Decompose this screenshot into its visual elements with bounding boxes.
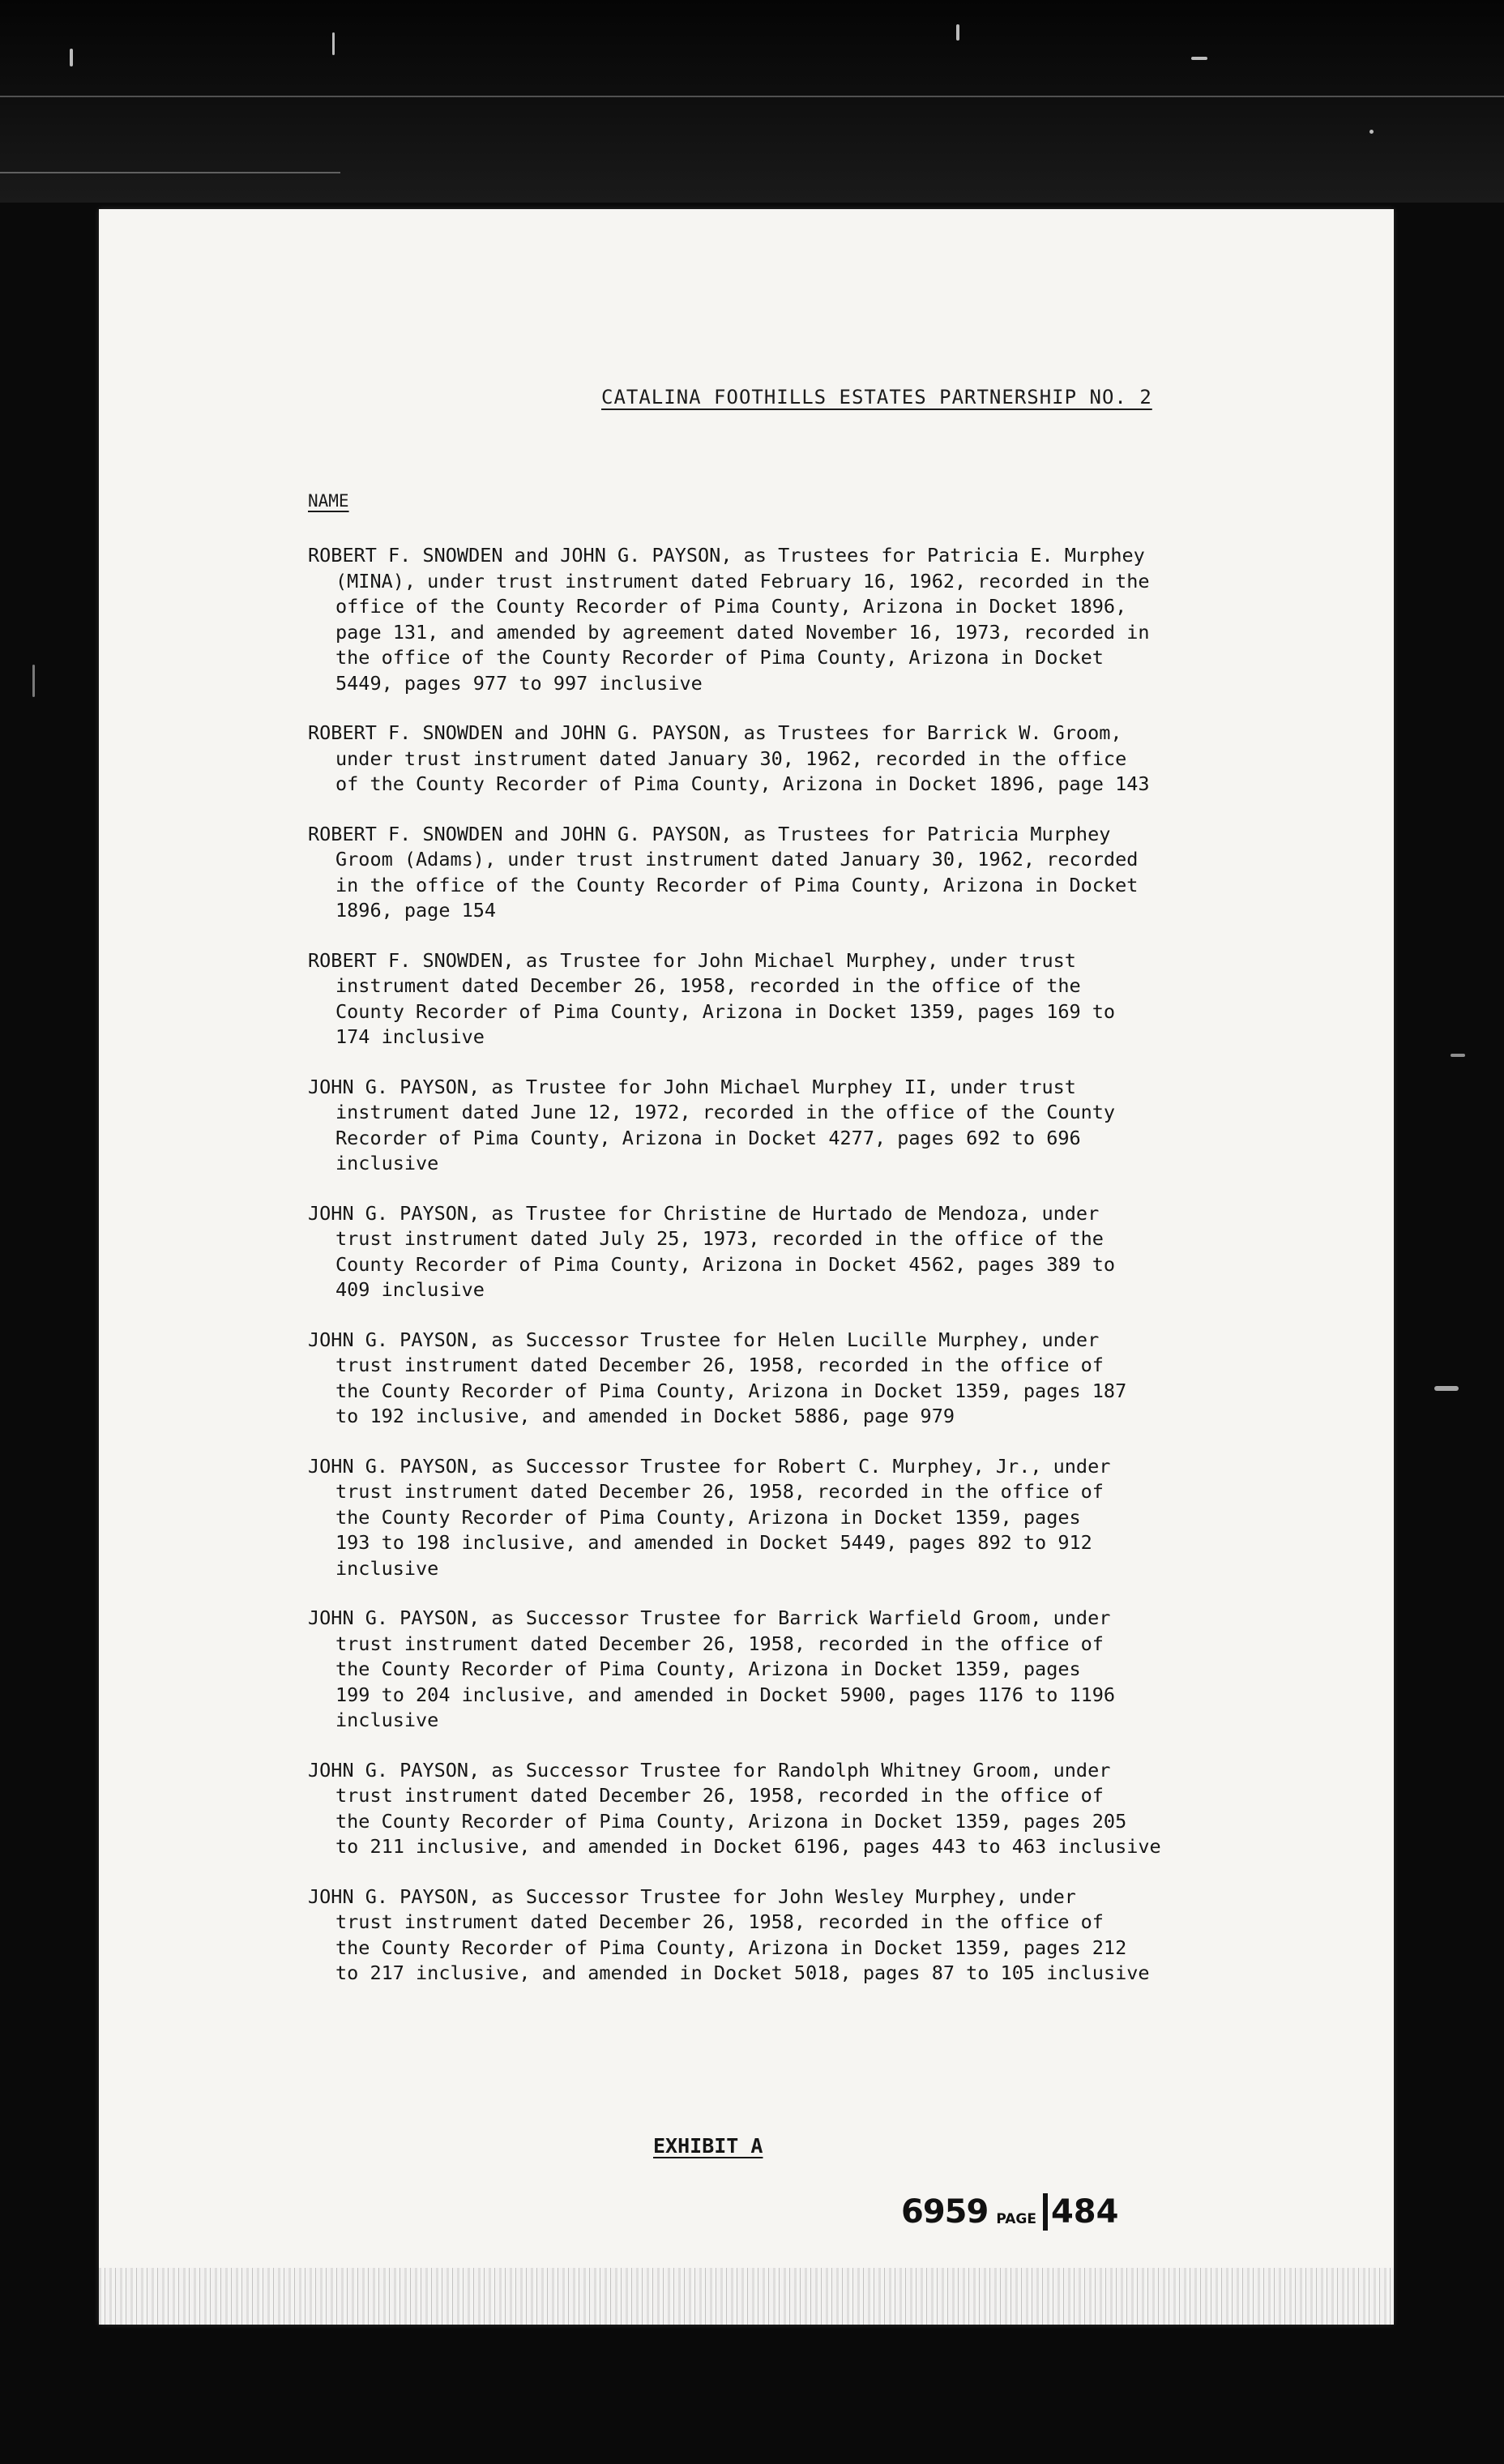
entry-line: trust instrument dated July 25, 1973, recorded in the office of the xyxy=(335,1227,1104,1250)
entry-line: trust instrument dated December 26, 1958, recorded in the office of xyxy=(335,1910,1104,1933)
entry-line: County Recorder of Pima County, Arizona in Docket 4562, pages 389 to xyxy=(335,1252,1116,1276)
entry-line: the County Recorder of Pima County, Arizona in Docket 1359, pages xyxy=(335,1658,1081,1680)
entry-line: 1896, page 154 xyxy=(335,899,497,922)
trustee-entry xyxy=(308,1758,1361,1860)
entry-line: trust instrument dated December 26, 1958, recorded in the office of xyxy=(335,1354,1104,1376)
docket-book-number: 6959 xyxy=(901,2193,989,2231)
docket-page-label: PAGE xyxy=(996,2210,1036,2227)
trustee-entry xyxy=(308,1328,1361,1430)
scan-artifact xyxy=(1434,1386,1459,1391)
entry-line: inclusive xyxy=(335,1152,439,1174)
entry-line: 174 inclusive xyxy=(335,1025,485,1048)
entry-line: the County Recorder of Pima County, Arizona in Docket 1359, pages 205 xyxy=(335,1809,1127,1833)
scan-artifact xyxy=(70,49,73,66)
scan-artifact xyxy=(0,96,1504,97)
scan-artifact xyxy=(0,172,340,173)
entry-line: trust instrument dated December 26, 1958, recorded in the office of xyxy=(335,1784,1104,1807)
entry-line: JOHN G. PAYSON, as Successor Trustee for Randolph Whitney Groom, under xyxy=(308,1758,1111,1782)
entry-line: 5449, pages 977 to 997 inclusive xyxy=(335,671,703,695)
document-page xyxy=(99,209,1394,2325)
trustee-entry xyxy=(308,543,1361,696)
entry-line: 193 to 198 inclusive, and amended in Docket 5449, pages 892 to 912 xyxy=(335,1531,1092,1554)
entry-line: instrument dated December 26, 1958, recorded in the office of the xyxy=(335,974,1081,997)
trustee-entry xyxy=(308,1884,1361,1987)
entry-line: JOHN G. PAYSON, as Successor Trustee for Barrick Warfield Groom, under xyxy=(308,1606,1111,1629)
entry-line: ROBERT F. SNOWDEN and JOHN G. PAYSON, as Trustees for Barrick W. Groom, xyxy=(308,721,1122,744)
scan-artifact xyxy=(32,665,35,697)
entry-line: of the County Recorder of Pima County, Arizona in Docket 1896, page 143 xyxy=(335,772,1150,795)
entry-line: JOHN G. PAYSON, as Successor Trustee for John Wesley Murphey, under xyxy=(308,1884,1076,1908)
entry-line: 199 to 204 inclusive, and amended in Docket 5900, pages 1176 to 1196 xyxy=(335,1683,1116,1706)
docket-stamp xyxy=(901,2193,1118,2231)
exhibit-label: EXHIBIT A xyxy=(653,2134,763,2158)
scan-artifact xyxy=(99,2268,1394,2325)
scan-artifact xyxy=(1451,1054,1465,1057)
entry-line: ROBERT F. SNOWDEN and JOHN G. PAYSON, as Trustees for Patricia Murphey xyxy=(308,822,1111,845)
entry-line: JOHN G. PAYSON, as Successor Trustee for Robert C. Murphey, Jr., under xyxy=(308,1454,1111,1478)
entry-line: Recorder of Pima County, Arizona in Docket 4277, pages 692 to 696 xyxy=(335,1126,1081,1149)
entry-line: ROBERT F. SNOWDEN and JOHN G. PAYSON, as Trustees for Patricia E. Murphey xyxy=(308,544,1145,567)
trustee-entries-list xyxy=(308,543,1361,2011)
entry-line: inclusive xyxy=(335,1556,439,1580)
entry-line: the County Recorder of Pima County, Arizona in Docket 1359, pages 187 xyxy=(335,1379,1127,1402)
trustee-entry xyxy=(308,1606,1361,1734)
entry-line: under trust instrument dated January 30, 1962, recorded in the office xyxy=(335,746,1127,770)
entry-line: to 192 inclusive, and amended in Docket 5886, page 979 xyxy=(335,1405,955,1427)
entry-line: trust instrument dated December 26, 1958, recorded in the office of xyxy=(335,1480,1104,1503)
entry-line: the office of the County Recorder of Pima County, Arizona in Docket xyxy=(335,646,1104,669)
entry-line: to 211 inclusive, and amended in Docket 6196, pages 443 to 463 inclusive xyxy=(335,1835,1161,1858)
scan-artifact xyxy=(956,24,959,41)
document-title: CATALINA FOOTHILLS ESTATES PARTNERSHIP NO. 2 xyxy=(601,386,1152,409)
entry-line: (MINA), under trust instrument dated February 16, 1962, recorded in the xyxy=(335,569,1150,592)
entry-line: inclusive xyxy=(335,1709,439,1731)
trustee-entry xyxy=(308,721,1361,798)
entry-line: JOHN G. PAYSON, as Trustee for Christine de Hurtado de Mendoza, under xyxy=(308,1201,1100,1225)
trustee-entry xyxy=(308,1201,1361,1303)
entry-line: the County Recorder of Pima County, Arizona in Docket 1359, pages 212 xyxy=(335,1936,1127,1959)
trustee-entry xyxy=(308,1075,1361,1177)
entry-line: the County Recorder of Pima County, Arizona in Docket 1359, pages xyxy=(335,1505,1081,1529)
trustee-entry xyxy=(308,1454,1361,1582)
scan-artifact xyxy=(332,32,335,55)
entry-line: page 131, and amended by agreement dated November 16, 1973, recorded in xyxy=(335,620,1150,644)
scan-artifact xyxy=(1191,57,1207,60)
docket-page-number: 484 xyxy=(1043,2193,1119,2231)
scan-artifact xyxy=(1369,130,1374,134)
entry-line: to 217 inclusive, and amended in Docket 5018, pages 87 to 105 inclusive xyxy=(335,1961,1150,1984)
entry-line: ROBERT F. SNOWDEN, as Trustee for John Michael Murphey, under trust xyxy=(308,948,1076,972)
trustee-entry xyxy=(308,822,1361,924)
entry-line: Groom (Adams), under trust instrument dated January 30, 1962, recorded xyxy=(335,848,1139,871)
entry-line: office of the County Recorder of Pima County, Arizona in Docket 1896, xyxy=(335,595,1127,618)
entry-line: JOHN G. PAYSON, as Successor Trustee for Helen Lucille Murphey, under xyxy=(308,1328,1100,1351)
entry-line: JOHN G. PAYSON, as Trustee for John Michael Murphey II, under trust xyxy=(308,1075,1076,1098)
entry-line: trust instrument dated December 26, 1958, recorded in the office of xyxy=(335,1632,1104,1655)
entry-line: in the office of the County Recorder of Pima County, Arizona in Docket xyxy=(335,873,1139,896)
entry-line: County Recorder of Pima County, Arizona in Docket 1359, pages 169 to xyxy=(335,999,1116,1023)
entry-line: instrument dated June 12, 1972, recorded in the office of the County xyxy=(335,1101,1116,1123)
column-label-name: NAME xyxy=(308,491,349,511)
trustee-entry xyxy=(308,948,1361,1050)
entry-line: 409 inclusive xyxy=(335,1278,485,1301)
